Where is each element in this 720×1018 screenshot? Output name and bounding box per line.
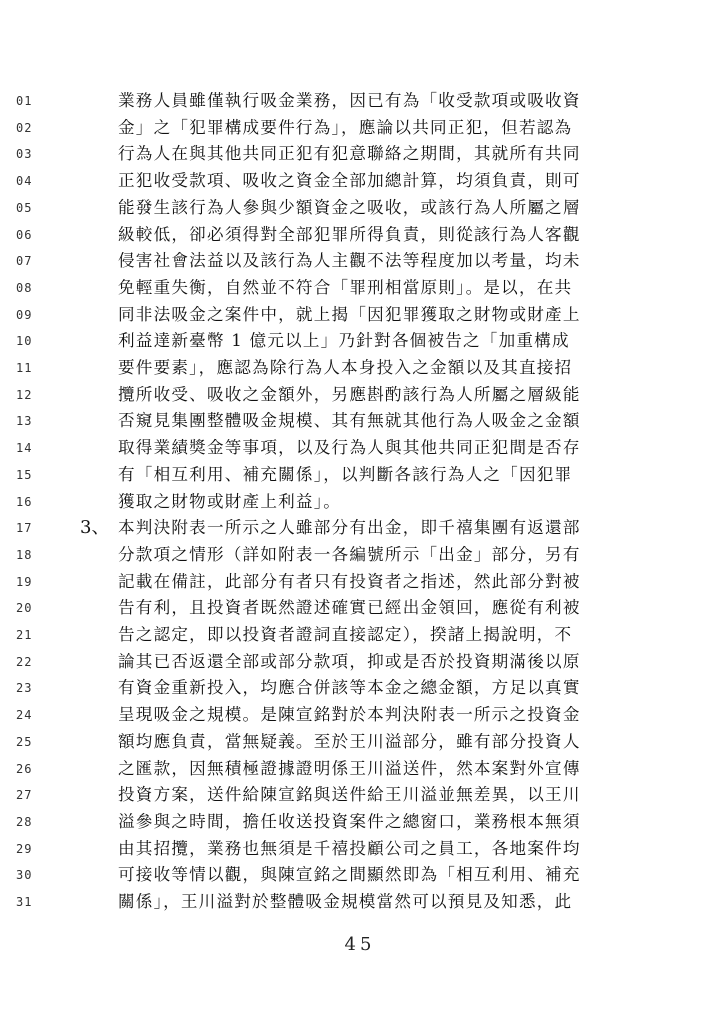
document-line: [0, 489, 720, 515]
document-line: [0, 355, 720, 381]
line-number: 16: [16, 494, 33, 509]
document-line: [0, 569, 720, 595]
line-text: 利益達新臺幣 1 億元以上」乃針對各個被告之「加重構成: [118, 331, 570, 351]
line-text: 正犯收受款項、吸收之資金全部加總計算，均須負責，則可: [118, 171, 581, 191]
line-number: 30: [16, 868, 33, 883]
line-text: 否窺見集團整體吸金規模、其有無就其他行為人吸金之金額: [118, 411, 581, 431]
line-text: 攬所收受、吸收之金額外，另應斟酌該行為人所屬之層級能: [118, 384, 581, 404]
line-number: 29: [16, 841, 33, 856]
line-text: 額均應負責，當無疑義。至於王川溢部分，雖有部分投資人: [118, 731, 581, 751]
line-text: 可接收等情以觀，與陳宣銘之間顯然即為「相互利用、補充: [118, 865, 581, 885]
line-number: 09: [16, 307, 33, 322]
line-text: 金」之「犯罪構成要件行為」，應論以共同正犯，但若認為: [118, 117, 573, 137]
document-line: [0, 729, 720, 755]
line-number: 20: [16, 601, 33, 616]
line-number: 07: [16, 254, 33, 269]
line-number: 21: [16, 628, 33, 642]
line-text: 之匯款，因無積極證據證明係王川溢送件，然本案對外宣傳: [118, 758, 581, 778]
line-text: 本判決附表一所示之人雖部分有出金，即千禧集團有返還部: [118, 518, 581, 538]
line-text: 級較低，卻必須得對全部犯罪所得負責，則從該行為人客觀: [118, 224, 581, 244]
line-text: 分款項之情形（詳如附表一各編號所示「出金」部分，另有: [118, 544, 581, 564]
document-line: [0, 141, 720, 167]
page-number: 45: [344, 934, 376, 955]
document-line: [0, 622, 720, 648]
document-line: [0, 462, 720, 488]
line-number: 17: [16, 521, 33, 536]
line-text: 溢參與之時間，擔任收送投資案件之總窗口，業務根本無須: [118, 811, 581, 831]
line-text: 有「相互利用、補充關係」，以判斷各該行為人之「因犯罪: [118, 464, 573, 484]
line-number: 28: [16, 814, 33, 829]
document-line: [0, 675, 720, 701]
document-line: [0, 889, 720, 915]
line-number: 11: [16, 361, 33, 375]
document-line: [0, 809, 720, 835]
item-marker: 3、: [80, 517, 110, 539]
document-line: [0, 168, 720, 194]
line-number: 23: [16, 681, 33, 696]
line-number: 03: [16, 147, 33, 162]
document-line: [0, 248, 720, 274]
line-number: 06: [16, 227, 33, 242]
line-text: 投資方案，送件給陳宣銘與送件給王川溢並無差異，以王川: [118, 785, 581, 805]
line-number: 19: [16, 574, 33, 589]
line-number: 18: [16, 547, 33, 562]
document-line: [0, 382, 720, 408]
line-text: 有資金重新投入，均應合併該等本金之總金額，方足以真實: [118, 678, 581, 698]
line-number: 04: [16, 174, 33, 189]
line-text: 取得業績獎金等事項，以及行為人與其他共同正犯間是否存: [118, 438, 581, 458]
line-text: 關係」，王川溢對於整體吸金規模當然可以預見及知悉，此: [118, 892, 573, 911]
line-number: 01: [16, 94, 33, 108]
document-line: [0, 195, 720, 221]
line-number: 15: [16, 467, 33, 482]
line-text: 由其招攬，業務也無須是千禧投顧公司之員工，各地案件均: [118, 838, 581, 858]
document-line: [0, 302, 720, 328]
document-line: [0, 88, 720, 114]
document-line: [0, 328, 720, 354]
line-text: 要件要素」，應認為除行為人本身投入之金額以及其直接招: [118, 358, 573, 377]
document-line: [0, 756, 720, 782]
document-line: [0, 542, 720, 568]
line-text: 記載在備註，此部分有者只有投資者之指述，然此部分對被: [118, 571, 581, 591]
document-line: [0, 782, 720, 808]
document-line: [0, 408, 720, 434]
document-line: [0, 702, 720, 728]
document-line: [0, 836, 720, 862]
line-text: 告有利，且投資者既然證述確實已經出金領回，應從有利被: [118, 598, 581, 618]
document-line: [0, 862, 720, 888]
line-number: 26: [16, 761, 33, 776]
line-number: 05: [16, 200, 33, 215]
line-number: 31: [16, 895, 33, 909]
line-text: 告之認定，即以投資者證詞直接認定），揆諸上揭說明，不: [118, 625, 573, 644]
line-number: 24: [16, 708, 33, 723]
line-number: 25: [16, 734, 33, 749]
line-number: 12: [16, 387, 33, 402]
line-text: 免輕重失衡，自然並不符合「罪刑相當原則」。是以，在共: [118, 277, 573, 297]
line-number: 02: [16, 120, 33, 135]
document-line: [0, 115, 720, 141]
line-number: 22: [16, 654, 33, 669]
line-text: 論其已否返還全部或部分款項，抑或是否於投資期滿後以原: [118, 651, 581, 671]
line-text: 業務人員雖僅執行吸金業務，因已有為「收受款項或吸收資: [118, 91, 581, 110]
line-text: 呈現吸金之規模。是陳宣銘對於本判決附表一所示之投資金: [118, 705, 581, 725]
line-number: 14: [16, 441, 33, 456]
line-text: 行為人在與其他共同正犯有犯意聯絡之期間，其就所有共同: [118, 144, 581, 164]
line-text: 侵害社會法益以及該行為人主觀不法等程度加以考量，均未: [118, 251, 581, 271]
line-text: 獲取之財物或財產上利益」。: [118, 491, 342, 511]
line-text: 能發生該行為人參與少額資金之吸收，或該行為人所屬之層: [118, 197, 581, 217]
document-line: [0, 595, 720, 621]
document-line: [0, 515, 720, 541]
document-line: [0, 222, 720, 248]
document-line: [0, 435, 720, 461]
line-number: 10: [16, 334, 33, 349]
line-text: 同非法吸金之案件中，就上揭「因犯罪獲取之財物或財產上: [118, 304, 581, 324]
document-line: [0, 275, 720, 301]
line-number: 08: [16, 280, 33, 295]
document-line: [0, 649, 720, 675]
line-number: 27: [16, 788, 33, 803]
line-number: 13: [16, 414, 33, 429]
